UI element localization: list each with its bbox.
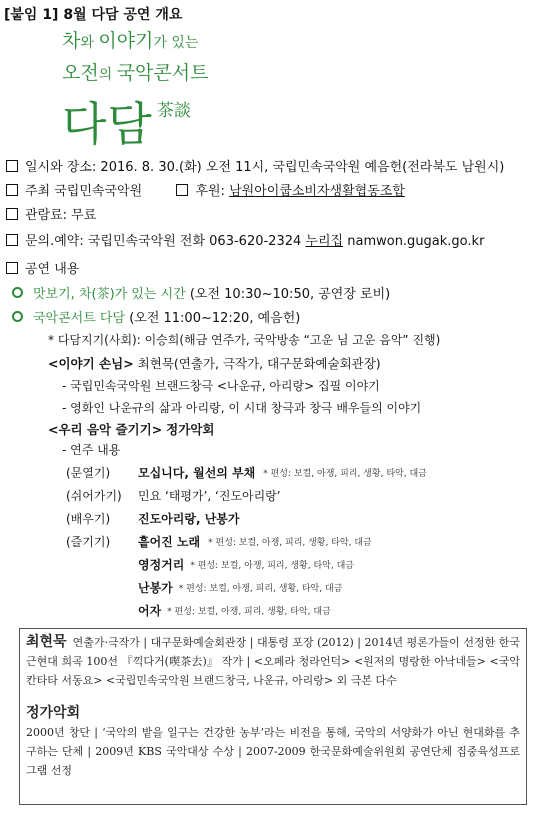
program-item-1-time: (오전 10:30~10:50, 공연장 로비) xyxy=(189,287,391,302)
performance-note: * 편성: 보컬, 아쟁, 피리, 생황, 타악, 대금 xyxy=(208,538,372,548)
checkbox-icon xyxy=(6,160,18,172)
bio-box xyxy=(19,628,527,805)
bio-person-2-text: 2000년 창단 | ‘국악의 밭을 일구는 건강한 농부’라는 비전을 통해, 국악의 서양화가 아닌 현대화를 추구하는 단체 | 2009년 KBS 국악대상 수상 | 2007-2009 한국문화예술위원회 공연단체 집중육성프로그램 선정 xyxy=(26,726,520,777)
music-section xyxy=(48,420,214,438)
performance-title: 어자 xyxy=(138,604,162,618)
music-desc: 정가악회 xyxy=(166,422,215,437)
bio-person-1-name: 최현묵 xyxy=(26,634,67,650)
poster-word-concert: 콘서트 xyxy=(153,62,209,84)
bio-person-2-name: 정가악회 xyxy=(26,705,81,721)
performance-row xyxy=(66,576,427,599)
guest-section xyxy=(48,354,381,372)
performance-row xyxy=(66,553,427,576)
bullet-circle-icon xyxy=(12,311,23,322)
performance-row xyxy=(66,599,427,622)
music-sub: - 연주 내용 xyxy=(62,443,121,457)
poster-brand xyxy=(62,88,191,154)
performance-title: 모십니다, 월선의 부채 xyxy=(138,466,256,480)
info-content xyxy=(6,258,79,277)
performance-title: 난봉가 xyxy=(138,581,173,595)
music-heading: <우리 음악 즐기기> xyxy=(48,422,163,437)
info-date-place-text: 일시와 장소: 2016. 8. 30.(화) 오전 11시, 국립민속국악원 예음헌(전라북도 남원시) xyxy=(25,160,505,175)
poster-word-story: 이야기 xyxy=(98,30,154,52)
performance-row xyxy=(66,530,427,553)
checkbox-icon xyxy=(176,184,188,196)
performance-stage: (배우기) xyxy=(66,512,111,526)
info-content-label: 공연 내용 xyxy=(25,262,80,277)
program-item-2 xyxy=(12,307,300,326)
poster-suffix: 가 있는 xyxy=(153,35,199,51)
info-sponsor-label: 후원: xyxy=(195,184,225,199)
performance-title: 진도아리랑, 난봉가 xyxy=(138,512,240,526)
info-host-sponsor xyxy=(6,180,405,199)
info-fee xyxy=(6,204,96,223)
performance-title: 흩어진 노래 xyxy=(138,535,201,549)
info-contact xyxy=(6,230,484,249)
performance-note: * 편성: 보컬, 아쟁, 피리, 생황, 타악, 대금 xyxy=(178,584,343,594)
poster-brand-name: 다담 xyxy=(62,97,153,151)
performance-stage: (쉬어가기) xyxy=(66,489,122,503)
performance-title: 민요 ‘태평가’, ‘진도아리랑’ xyxy=(138,489,281,503)
poster-particle: 의 xyxy=(98,67,117,83)
performance-note: * 편성: 보컬, 아쟁, 피리, 생황, 타악, 대금 xyxy=(190,561,354,571)
bullet-circle-icon xyxy=(12,287,23,298)
checkbox-icon xyxy=(6,184,18,196)
performance-stage: (문열기) xyxy=(66,466,111,480)
poster-word-cha: 차 xyxy=(62,30,81,52)
performance-list xyxy=(66,461,427,622)
info-contact-phone: 문의.예약: 국립민속국악원 전화 063-620-2324 xyxy=(25,234,302,249)
guest-desc: 최현묵(연출가, 극작가, 대구문화예술회관장) xyxy=(137,356,381,371)
program-item-2-time: (오전 11:00~12:20, 예음헌) xyxy=(129,311,301,326)
bio-person-1-text: 연출가·극작가 | 대구문화예술회관장 | 대통령 포장 (2012) | 2014년 평론가들이 선정한 한국 근현대 희곡 100선 『끽다거(喫茶去)』 작가 | <오페라 청라언덕> <원저의 명랑한 아낙네들> <국악칸타타 서동요> <국립민속국악원 브랜드창극, 나운규, 아리랑> 외 극본 다수 xyxy=(26,636,520,687)
program-item-1-title: 맛보기, 차(茶)가 있는 시간 xyxy=(33,287,186,302)
bio-person-1 xyxy=(26,633,520,690)
checkbox-icon xyxy=(6,234,18,246)
guest-item: - 영화인 나운규의 삶과 아리랑, 이 시대 창극과 창극 배우들의 이야기 xyxy=(62,401,422,415)
performance-row xyxy=(66,484,427,507)
info-fee-text: 관람료: 무료 xyxy=(25,208,97,223)
guest-heading: <이야기 손님> xyxy=(48,356,134,371)
checkbox-icon xyxy=(6,208,18,220)
info-sponsor-name: 남원아이쿱소비자생활협동조합 xyxy=(229,184,405,199)
checkbox-icon xyxy=(6,262,18,274)
page-header: [붙임 1] 8월 다담 공연 개요 xyxy=(4,7,183,23)
program-item-2-title: 국악콘서트 다담 xyxy=(33,311,126,326)
performance-note: * 편성: 보컬, 아쟁, 피리, 생황, 타악, 대금 xyxy=(263,469,427,479)
poster-line-1 xyxy=(62,26,198,53)
poster-line-2 xyxy=(62,58,208,85)
info-homepage-label: 누리집 xyxy=(305,234,344,249)
performance-stage: (즐기기) xyxy=(66,535,111,549)
poster-brand-hanja: 茶談 xyxy=(156,101,191,121)
info-homepage-url[interactable]: namwon.gugak.go.kr xyxy=(347,234,485,249)
poster-word-morning: 오전 xyxy=(62,62,99,84)
poster-word-gugak: 국악 xyxy=(116,62,154,84)
guest-item: - 국립민속국악원 브랜드창극 <나운규, 아리랑> 집필 이야기 xyxy=(62,379,380,393)
performance-row xyxy=(66,461,427,484)
performance-row xyxy=(66,507,427,530)
performance-title: 영정거리 xyxy=(138,558,185,572)
program-host-line: * 다담지기(사회): 이승희(해금 연주가, 국악방송 “고운 님 고운 음악” 진행) xyxy=(48,333,441,347)
program-item-1 xyxy=(12,283,390,302)
performance-note: * 편성: 보컬, 아쟁, 피리, 생황, 타악, 대금 xyxy=(167,607,331,617)
info-date-place xyxy=(6,156,504,175)
info-host: 주최 국립민속국악원 xyxy=(25,184,143,199)
poster-particle: 와 xyxy=(80,35,99,51)
